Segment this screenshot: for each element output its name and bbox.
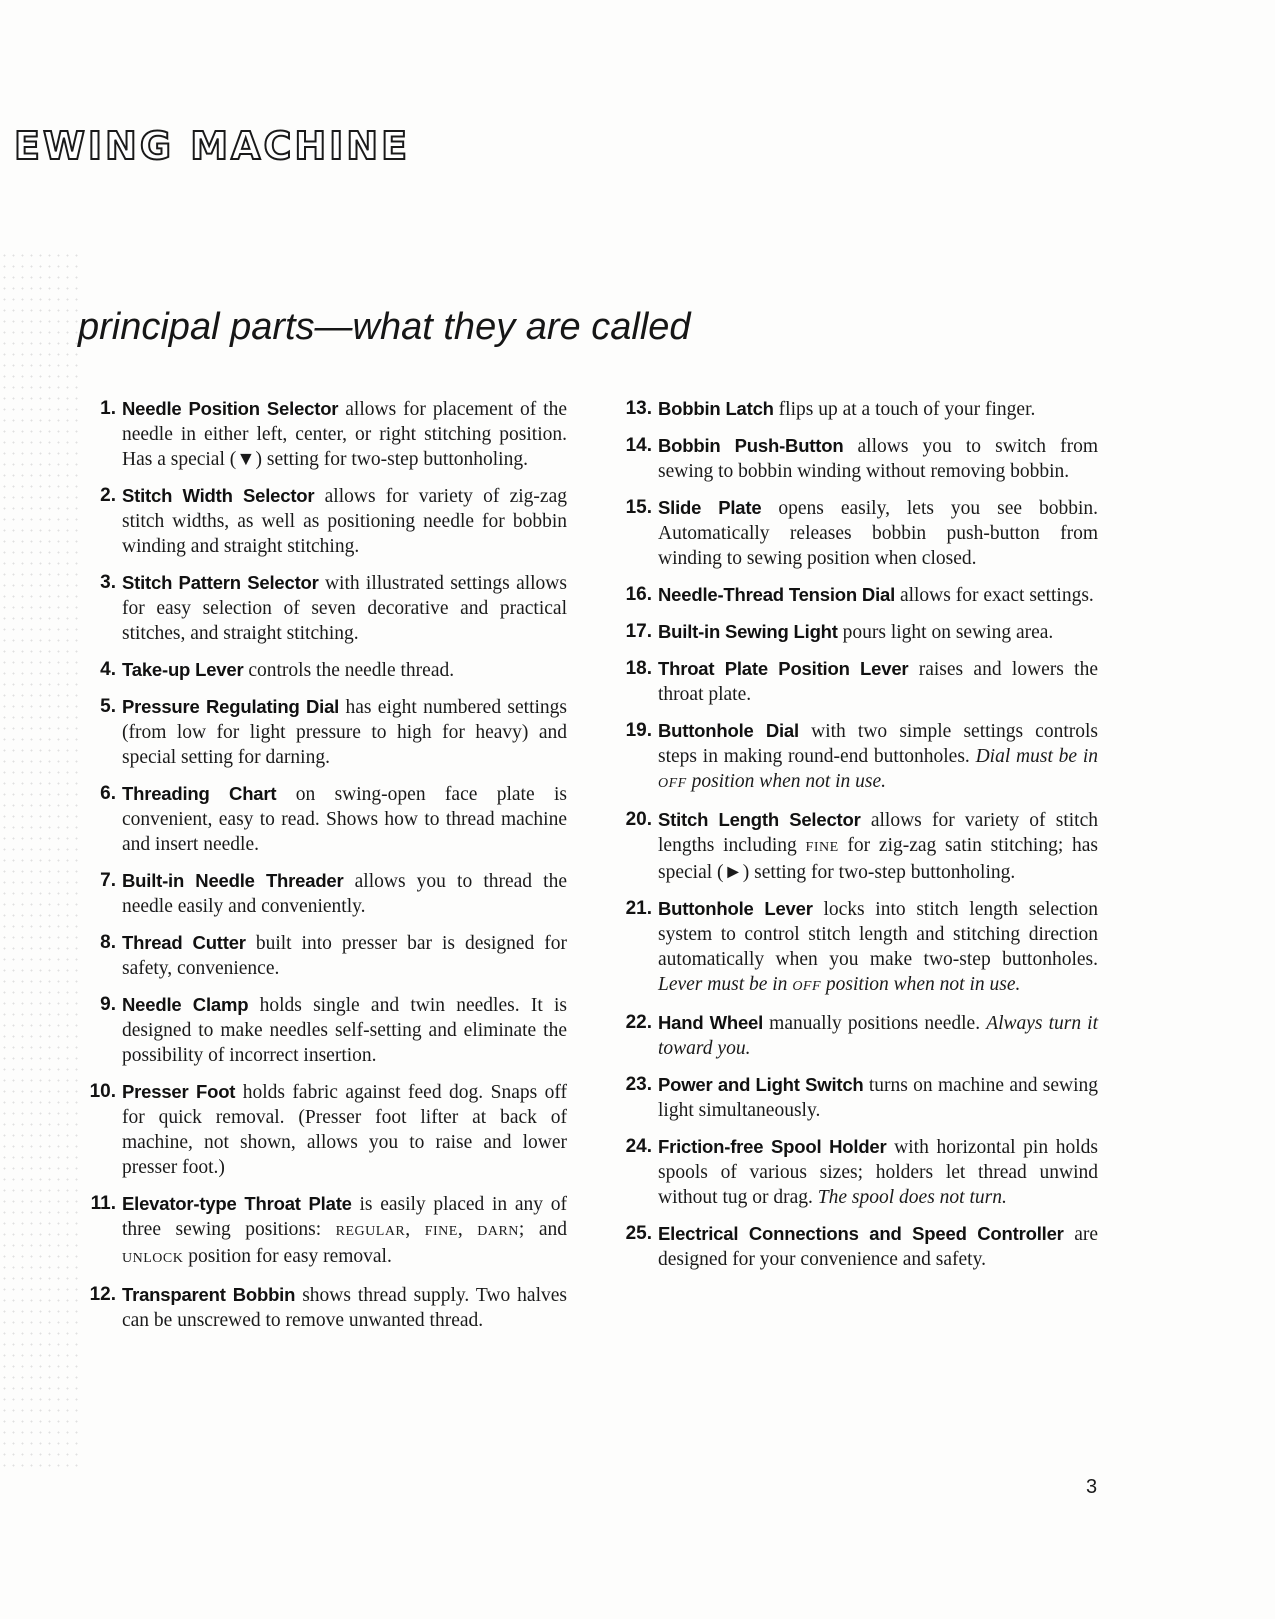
item-term: Slide Plate [658,497,762,518]
list-item: 21. Buttonhole Lever locks into stitch length selection system to control stitch length and stitching direction automatically when you make two-step buttonholes. Lever must be in OFF position when not in use. [608,896,1098,999]
item-term: Take-up Lever [122,659,244,680]
item-term: Stitch Pattern Selector [122,572,319,593]
item-number: 5. [100,696,116,717]
item-number: 15. [625,497,652,518]
left-column [72,396,567,1344]
list-item: 17. Built-in Sewing Light pours light on sewing area. [608,619,1098,645]
item-term: Throat Plate Position Lever [658,658,909,679]
item-term: Bobbin Push-Button [658,435,844,456]
item-term: Needle Position Selector [122,398,339,419]
list-item: 15. Slide Plate opens easily, lets you see bobbin. Automatically releases bobbin push-button from winding to sewing position when closed. [608,495,1098,571]
list-item: 24. Friction-free Spool Holder with horizontal pin holds spools of various sizes; holders let thread unwind without tug or drag. The spool does not turn. [608,1134,1098,1210]
item-number: 22. [625,1012,652,1033]
item-number: 3. [100,572,116,593]
item-term: Transparent Bobbin [122,1284,296,1305]
item-number: 20. [625,809,652,830]
item-number: 17. [625,621,652,642]
item-term: Presser Foot [122,1081,236,1102]
list-item: 3. Stitch Pattern Selector with illustrated settings allows for easy selection of seven decorative and practical stitches, and straight stitching. [72,570,567,646]
list-item: 10. Presser Foot holds fabric against feed dog. Snaps off for quick removal. (Presser foot lifter at back of machine, not shown, allows you to raise and lower presser foot.) [72,1079,567,1180]
list-item: 22. Hand Wheel manually positions needle. Always turn it toward you. [608,1010,1098,1061]
list-item: 13. Bobbin Latch flips up at a touch of your finger. [608,396,1098,422]
item-number: 10. [89,1081,116,1102]
item-number: 11. [90,1193,116,1214]
item-number: 19. [625,720,652,741]
list-item: 20. Stitch Length Selector allows for variety of stitch lengths including FINE for zig-zag satin stitching; has special (►) setting for two-step buttonholing. [608,807,1098,885]
item-term: Needle-Thread Tension Dial [658,584,896,605]
item-term: Electrical Connections and Speed Controller [658,1223,1064,1244]
section-heading: principal parts—what they are called [78,306,691,348]
list-item: 6. Threading Chart on swing-open face plate is convenient, easy to read. Shows how to thread machine and insert needle. [72,781,567,857]
item-term: Bobbin Latch [658,398,774,419]
item-number: 18. [625,658,652,679]
item-term: Buttonhole Lever [658,898,813,919]
list-item: 12. Transparent Bobbin shows thread supply. Two halves can be unscrewed to remove unwanted thread. [72,1282,567,1333]
item-term: Hand Wheel [658,1012,764,1033]
item-number: 13. [625,398,652,419]
item-number: 2. [100,485,116,506]
item-term: Pressure Regulating Dial [122,696,340,717]
scan-noise [0,250,80,1470]
list-item: 9. Needle Clamp holds single and twin needles. It is designed to make needles self-setting and eliminate the possibility of incorrect insertion. [72,992,567,1068]
item-number: 12. [89,1284,116,1305]
list-item: 7. Built-in Needle Threader allows you to thread the needle easily and conveniently. [72,868,567,919]
item-term: Threading Chart [122,783,277,804]
page-number: 3 [1086,1476,1098,1498]
list-item: 23. Power and Light Switch turns on machine and sewing light simultaneously. [608,1072,1098,1123]
list-item: 14. Bobbin Push-Button allows you to switch from sewing to bobbin winding without removing bobbin. [608,433,1098,484]
header-title: EWING MACHINE [14,124,411,168]
item-term: Built-in Sewing Light [658,621,838,642]
list-item: 16. Needle-Thread Tension Dial allows for exact settings. [608,582,1098,608]
list-item: 4. Take-up Lever controls the needle thread. [72,657,567,683]
right-column [608,396,1098,1283]
item-number: 14. [625,435,652,456]
list-item: 5. Pressure Regulating Dial has eight numbered settings (from low for light pressure to high for heavy) and special setting for darning. [72,694,567,770]
list-item: 1. Needle Position Selector allows for placement of the needle in either left, center, or right stitching position. Has a special (▼) setting for two-step buttonholing. [72,396,567,472]
list-item: 18. Throat Plate Position Lever raises and lowers the throat plate. [608,656,1098,707]
item-number: 24. [625,1136,652,1157]
list-item: 25. Electrical Connections and Speed Controller are designed for your convenience and safety. [608,1221,1098,1272]
item-term: Buttonhole Dial [658,720,799,741]
item-number: 6. [100,783,116,804]
item-number: 1. [100,398,116,419]
item-term: Elevator-type Throat Plate [122,1193,352,1214]
item-number: 9. [100,994,116,1015]
item-number: 4. [100,659,116,680]
item-number: 23. [625,1074,652,1095]
list-item: 19. Buttonhole Dial with two simple settings controls steps in making round-end buttonholes. Dial must be in OFF position when not in use. [608,718,1098,796]
item-term: Needle Clamp [122,994,249,1015]
item-number: 25. [625,1223,652,1244]
item-term: Power and Light Switch [658,1074,864,1095]
item-number: 21. [625,898,652,919]
item-number: 16. [625,584,652,605]
item-number: 8. [100,932,116,953]
list-item: 11. Elevator-type Throat Plate is easily placed in any of three sewing positions: REGULAR, FINE, DARN; and UNLOCK position for easy removal. [72,1191,567,1271]
item-term: Friction-free Spool Holder [658,1136,887,1157]
item-term: Thread Cutter [122,932,246,953]
item-term: Stitch Length Selector [658,809,861,830]
item-term: Built-in Needle Threader [122,870,344,891]
item-term: Stitch Width Selector [122,485,315,506]
list-item: 8. Thread Cutter built into presser bar is designed for safety, convenience. [72,930,567,981]
list-item: 2. Stitch Width Selector allows for variety of zig-zag stitch widths, as well as positioning needle for bobbin winding and straight stitching. [72,483,567,559]
item-number: 7. [100,870,116,891]
